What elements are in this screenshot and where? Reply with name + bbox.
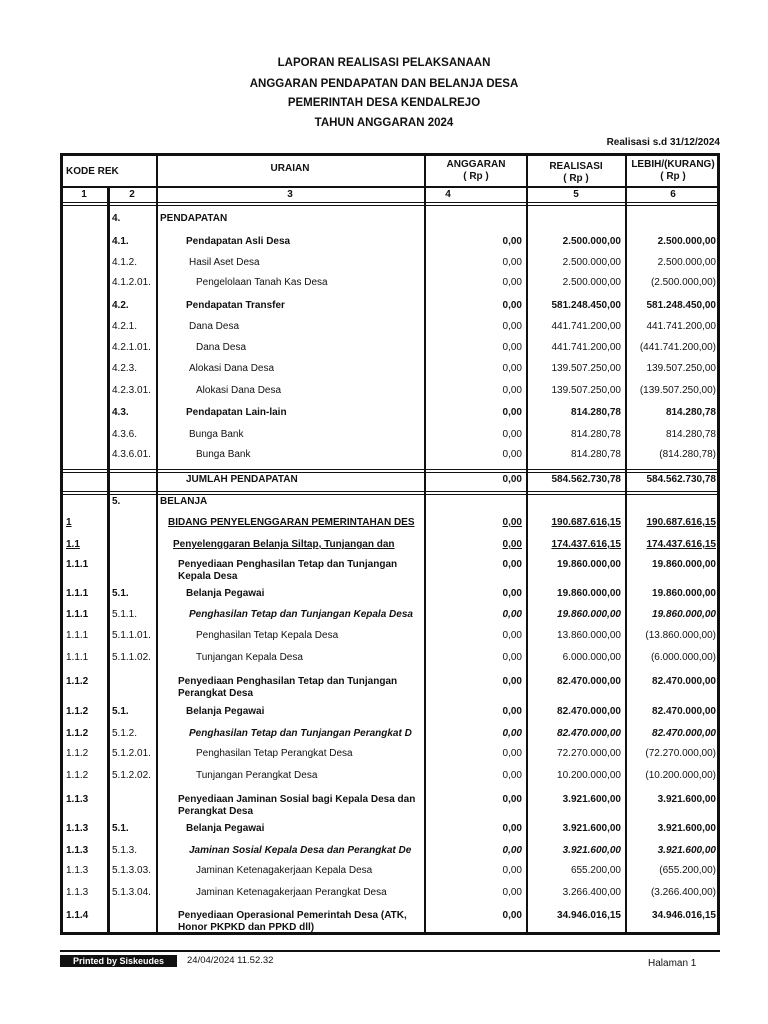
col-lebih-unit: ( Rp ) bbox=[660, 171, 686, 182]
col-num-5: 5 bbox=[573, 189, 579, 200]
realisasi-value: 19.860.000,00 bbox=[557, 609, 621, 620]
anggaran-value: 0,00 bbox=[502, 887, 522, 898]
lebih-kurang-value: (13.860.000,00) bbox=[645, 630, 716, 641]
kode-rek-2: 4.3. bbox=[112, 407, 129, 418]
realisasi-value: 441.741.200,00 bbox=[551, 342, 621, 353]
col-num-1: 1 bbox=[81, 189, 87, 200]
realisasi-date: Realisasi s.d 31/12/2024 bbox=[606, 137, 720, 148]
realisasi-value: 190.687.616,15 bbox=[551, 517, 621, 528]
kode-rek-2: 5.1. bbox=[112, 823, 129, 834]
kode-rek-2: 4.3.6.01. bbox=[112, 449, 151, 460]
report-title-line1: LAPORAN REALISASI PELAKSANAAN bbox=[277, 57, 491, 69]
realisasi-value: 139.507.250,00 bbox=[551, 363, 621, 374]
kode-rek-1: 1.1.2 bbox=[66, 706, 89, 717]
divider bbox=[526, 153, 528, 935]
divider bbox=[625, 153, 627, 935]
lebih-kurang-value: 814.280,78 bbox=[665, 407, 716, 418]
divider bbox=[60, 472, 720, 473]
lebih-kurang-value: (72.270.000,00) bbox=[645, 748, 716, 759]
uraian: Penyediaan Operasional Pemerintah Desa (ATK, Honor PKPKD dan PPKD dll) bbox=[178, 910, 407, 933]
anggaran-value: 0,00 bbox=[502, 845, 522, 856]
anggaran-value: 0,00 bbox=[502, 236, 522, 247]
kode-rek-2: 4. bbox=[112, 213, 121, 224]
uraian: Penghasilan Tetap dan Tunjangan Perangkat D bbox=[189, 728, 412, 739]
realisasi-value: 3.921.600,00 bbox=[562, 823, 621, 834]
lebih-kurang-value: 19.860.000,00 bbox=[652, 588, 716, 599]
kode-rek-2: 5.1.1. bbox=[112, 609, 138, 620]
lebih-kurang-value: 19.860.000,00 bbox=[652, 609, 716, 620]
kode-rek-2: 4.1.2.01. bbox=[112, 277, 151, 288]
kode-rek-1: 1 bbox=[66, 517, 72, 528]
realisasi-value: 6.000.000,00 bbox=[562, 652, 621, 663]
kode-rek-2: 4.3.6. bbox=[112, 429, 138, 440]
divider bbox=[60, 186, 720, 188]
realisasi-value: 814.280,78 bbox=[570, 407, 621, 418]
uraian: PENDAPATAN bbox=[160, 213, 228, 224]
uraian: Dana Desa bbox=[189, 321, 240, 332]
kode-rek-1: 1.1.1 bbox=[66, 609, 89, 620]
realisasi-value: 13.860.000,00 bbox=[557, 630, 621, 641]
col-lebih-label: LEBIH/(KURANG) bbox=[631, 159, 715, 170]
kode-rek-2: 4.2.3.01. bbox=[112, 385, 151, 396]
realisasi-value: 581.248.450,00 bbox=[551, 300, 621, 311]
anggaran-value: 0,00 bbox=[502, 539, 522, 550]
divider bbox=[156, 153, 158, 935]
col-realisasi-unit: ( Rp ) bbox=[563, 173, 589, 184]
lebih-kurang-value: (441.741.200,00) bbox=[639, 342, 716, 353]
uraian: Dana Desa bbox=[196, 342, 247, 353]
kode-rek-1: 1.1.1 bbox=[66, 652, 89, 663]
kode-rek-1: 1.1.3 bbox=[66, 887, 89, 898]
uraian: Belanja Pegawai bbox=[186, 706, 265, 717]
kode-rek-2: 5. bbox=[112, 496, 121, 507]
kode-rek-2: 5.1.3. bbox=[112, 845, 138, 856]
realisasi-value: 3.921.600,00 bbox=[562, 845, 621, 856]
anggaran-value: 0,00 bbox=[502, 385, 522, 396]
realisasi-value: 3.921.600,00 bbox=[562, 794, 621, 805]
realisasi-value: 34.946.016,15 bbox=[557, 910, 621, 921]
anggaran-value: 0,00 bbox=[502, 748, 522, 759]
lebih-kurang-value: (814.280,78) bbox=[659, 449, 716, 460]
footer-divider bbox=[60, 950, 720, 952]
lebih-kurang-value: 2.500.000,00 bbox=[657, 236, 716, 247]
uraian: Alokasi Dana Desa bbox=[196, 385, 282, 396]
col-realisasi bbox=[527, 161, 625, 185]
lebih-kurang-value: 2.500.000,00 bbox=[657, 257, 716, 268]
uraian: Pengelolaan Tanah Kas Desa bbox=[196, 277, 328, 288]
lebih-kurang-value: 581.248.450,00 bbox=[646, 300, 716, 311]
anggaran-value: 0,00 bbox=[502, 277, 522, 288]
realisasi-value: 814.280,78 bbox=[570, 429, 621, 440]
realisasi-value: 19.860.000,00 bbox=[557, 588, 621, 599]
lebih-kurang-value: (3.266.400,00) bbox=[650, 887, 716, 898]
lebih-kurang-value: 441.741.200,00 bbox=[646, 321, 716, 332]
anggaran-value: 0,00 bbox=[502, 429, 522, 440]
kode-rek-2: 5.1.1.02. bbox=[112, 652, 151, 663]
kode-rek-2: 5.1.2.02. bbox=[112, 770, 151, 781]
anggaran-value: 0,00 bbox=[502, 794, 522, 805]
lebih-kurang-value: (10.200.000,00) bbox=[645, 770, 716, 781]
lebih-kurang-value: 82.470.000,00 bbox=[652, 676, 716, 687]
lebih-kurang-value: 3.921.600,00 bbox=[657, 794, 716, 805]
kode-rek-1: 1.1.3 bbox=[66, 794, 89, 805]
lebih-kurang-value: (6.000.000,00) bbox=[650, 652, 716, 663]
kode-rek-2: 4.1. bbox=[112, 236, 129, 247]
lebih-kurang-value: (139.507.250,00) bbox=[639, 385, 716, 396]
lebih-kurang-value: 3.921.600,00 bbox=[657, 845, 716, 856]
kode-rek-2: 5.1.3.04. bbox=[112, 887, 151, 898]
kode-rek-2: 5.1.3.03. bbox=[112, 865, 151, 876]
kode-rek-2: 5.1.2. bbox=[112, 728, 138, 739]
divider bbox=[60, 491, 720, 492]
uraian: Penyediaan Jaminan Sosial bagi Kepala Desa dan Perangkat Desa bbox=[178, 794, 416, 817]
realisasi-value: 82.470.000,00 bbox=[557, 728, 621, 739]
col-realisasi-label: REALISASI bbox=[549, 161, 603, 172]
realisasi-value: 2.500.000,00 bbox=[562, 236, 621, 247]
kode-rek-1: 1.1.1 bbox=[66, 559, 89, 570]
col-anggaran bbox=[426, 159, 526, 183]
kode-rek-2: 4.2.3. bbox=[112, 363, 138, 374]
uraian: Belanja Pegawai bbox=[186, 588, 265, 599]
uraian: Bunga Bank bbox=[196, 449, 251, 460]
anggaran-value: 0,00 bbox=[502, 474, 522, 485]
lebih-kurang-value: 814.280,78 bbox=[665, 429, 716, 440]
anggaran-value: 0,00 bbox=[502, 517, 522, 528]
anggaran-value: 0,00 bbox=[502, 609, 522, 620]
realisasi-value: 19.860.000,00 bbox=[557, 559, 621, 570]
col-num-4: 4 bbox=[445, 189, 451, 200]
uraian: Alokasi Dana Desa bbox=[189, 363, 275, 374]
uraian: Penghasilan Tetap Kepala Desa bbox=[196, 630, 339, 641]
lebih-kurang-value: 174.437.616,15 bbox=[646, 539, 716, 550]
uraian: Penghasilan Tetap Perangkat Desa bbox=[196, 748, 353, 759]
uraian: Pendapatan Transfer bbox=[186, 300, 285, 311]
uraian: Tunjangan Kepala Desa bbox=[196, 652, 303, 663]
kode-rek-1: 1.1.3 bbox=[66, 823, 89, 834]
report-title-line2: ANGGARAN PENDAPATAN DAN BELANJA DESA bbox=[249, 78, 519, 90]
printed-by-badge: Printed by Siskeudes bbox=[60, 955, 177, 967]
lebih-kurang-value: 584.562.730,78 bbox=[646, 474, 716, 485]
realisasi-value: 655.200,00 bbox=[570, 865, 621, 876]
col-anggaran-label: ANGGARAN bbox=[446, 159, 506, 170]
col-num-3: 3 bbox=[287, 189, 293, 200]
uraian: Jaminan Ketenagakerjaan Kepala Desa bbox=[196, 865, 373, 876]
lebih-kurang-value: 3.921.600,00 bbox=[657, 823, 716, 834]
realisasi-value: 2.500.000,00 bbox=[562, 277, 621, 288]
lebih-kurang-value: 19.860.000,00 bbox=[652, 559, 716, 570]
uraian: Penyelenggaran Belanja Siltap, Tunjangan dan bbox=[173, 539, 395, 550]
divider bbox=[107, 186, 110, 935]
anggaran-value: 0,00 bbox=[502, 342, 522, 353]
divider bbox=[60, 469, 720, 470]
uraian: Hasil Aset Desa bbox=[189, 257, 260, 268]
lebih-kurang-value: 139.507.250,00 bbox=[646, 363, 716, 374]
lebih-kurang-value: 190.687.616,15 bbox=[646, 517, 716, 528]
col-num-2: 2 bbox=[129, 189, 135, 200]
anggaran-value: 0,00 bbox=[502, 449, 522, 460]
anggaran-value: 0,00 bbox=[502, 630, 522, 641]
page-number: Halaman 1 bbox=[648, 958, 697, 969]
lebih-kurang-value: 82.470.000,00 bbox=[652, 706, 716, 717]
uraian: Jaminan Sosial Kepala Desa dan Perangkat De bbox=[189, 845, 412, 856]
kode-rek-1: 1.1.4 bbox=[66, 910, 89, 921]
divider bbox=[60, 494, 720, 495]
kode-rek-1: 1.1.1 bbox=[66, 588, 89, 599]
kode-rek-1: 1.1.2 bbox=[66, 676, 89, 687]
anggaran-value: 0,00 bbox=[502, 770, 522, 781]
kode-rek-1: 1.1 bbox=[66, 539, 80, 550]
anggaran-value: 0,00 bbox=[502, 321, 522, 332]
kode-rek-2: 4.2. bbox=[112, 300, 129, 311]
anggaran-value: 0,00 bbox=[502, 823, 522, 834]
realisasi-value: 3.266.400,00 bbox=[562, 887, 621, 898]
kode-rek-2: 4.1.2. bbox=[112, 257, 138, 268]
report-title-line4: TAHUN ANGGARAN 2024 bbox=[314, 117, 454, 129]
kode-rek-1: 1.1.3 bbox=[66, 845, 89, 856]
divider bbox=[60, 202, 720, 203]
anggaran-value: 0,00 bbox=[502, 363, 522, 374]
kode-rek-1: 1.1.2 bbox=[66, 770, 89, 781]
col-kode-rek: KODE REK bbox=[66, 166, 119, 177]
realisasi-value: 139.507.250,00 bbox=[551, 385, 621, 396]
lebih-kurang-value: (655.200,00) bbox=[659, 865, 716, 876]
realisasi-value: 2.500.000,00 bbox=[562, 257, 621, 268]
anggaran-value: 0,00 bbox=[502, 300, 522, 311]
kode-rek-1: 1.1.1 bbox=[66, 630, 89, 641]
divider bbox=[60, 205, 720, 206]
kode-rek-2: 4.2.1. bbox=[112, 321, 138, 332]
realisasi-value: 10.200.000,00 bbox=[557, 770, 621, 781]
kode-rek-2: 4.2.1.01. bbox=[112, 342, 151, 353]
lebih-kurang-value: 82.470.000,00 bbox=[652, 728, 716, 739]
col-num-6: 6 bbox=[670, 189, 676, 200]
anggaran-value: 0,00 bbox=[502, 652, 522, 663]
col-uraian: URAIAN bbox=[270, 163, 310, 174]
realisasi-value: 72.270.000,00 bbox=[557, 748, 621, 759]
kode-rek-2: 5.1. bbox=[112, 588, 129, 599]
uraian: Belanja Pegawai bbox=[186, 823, 265, 834]
kode-rek-2: 5.1.2.01. bbox=[112, 748, 151, 759]
kode-rek-2: 5.1. bbox=[112, 706, 129, 717]
anggaran-value: 0,00 bbox=[502, 865, 522, 876]
realisasi-value: 814.280,78 bbox=[570, 449, 621, 460]
realisasi-value: 441.741.200,00 bbox=[551, 321, 621, 332]
uraian: BELANJA bbox=[160, 496, 208, 507]
kode-rek-1: 1.1.2 bbox=[66, 728, 89, 739]
realisasi-value: 82.470.000,00 bbox=[557, 706, 621, 717]
uraian: BIDANG PENYELENGGARAN PEMERINTAHAN DES bbox=[168, 517, 415, 528]
col-anggaran-unit: ( Rp ) bbox=[463, 171, 489, 182]
col-lebih bbox=[626, 159, 720, 183]
uraian: Bunga Bank bbox=[189, 429, 244, 440]
uraian: JUMLAH PENDAPATAN bbox=[186, 474, 298, 485]
uraian: Tunjangan Perangkat Desa bbox=[196, 770, 318, 781]
uraian: Penyediaan Penghasilan Tetap dan Tunjangan Kepala Desa bbox=[178, 559, 398, 582]
uraian: Penghasilan Tetap dan Tunjangan Kepala Desa bbox=[189, 609, 413, 620]
realisasi-value: 174.437.616,15 bbox=[551, 539, 621, 550]
uraian: Pendapatan Asli Desa bbox=[186, 236, 291, 247]
kode-rek-1: 1.1.2 bbox=[66, 748, 89, 759]
lebih-kurang-value: (2.500.000,00) bbox=[650, 277, 716, 288]
anggaran-value: 0,00 bbox=[502, 559, 522, 570]
kode-rek-1: 1.1.3 bbox=[66, 865, 89, 876]
realisasi-value: 82.470.000,00 bbox=[557, 676, 621, 687]
anggaran-value: 0,00 bbox=[502, 728, 522, 739]
report-title-line3: PEMERINTAH DESA KENDALREJO bbox=[287, 97, 481, 109]
anggaran-value: 0,00 bbox=[502, 588, 522, 599]
anggaran-value: 0,00 bbox=[502, 407, 522, 418]
realisasi-value: 584.562.730,78 bbox=[551, 474, 621, 485]
print-timestamp: 24/04/2024 11.52.32 bbox=[187, 955, 274, 966]
uraian: Penyediaan Penghasilan Tetap dan Tunjangan Perangkat Desa bbox=[178, 676, 398, 699]
lebih-kurang-value: 34.946.016,15 bbox=[652, 910, 716, 921]
kode-rek-2: 5.1.1.01. bbox=[112, 630, 151, 641]
anggaran-value: 0,00 bbox=[502, 257, 522, 268]
anggaran-value: 0,00 bbox=[502, 910, 522, 921]
anggaran-value: 0,00 bbox=[502, 706, 522, 717]
anggaran-value: 0,00 bbox=[502, 676, 522, 687]
uraian: Pendapatan Lain-lain bbox=[186, 407, 287, 418]
uraian: Jaminan Ketenagakerjaan Perangkat Desa bbox=[196, 887, 387, 898]
